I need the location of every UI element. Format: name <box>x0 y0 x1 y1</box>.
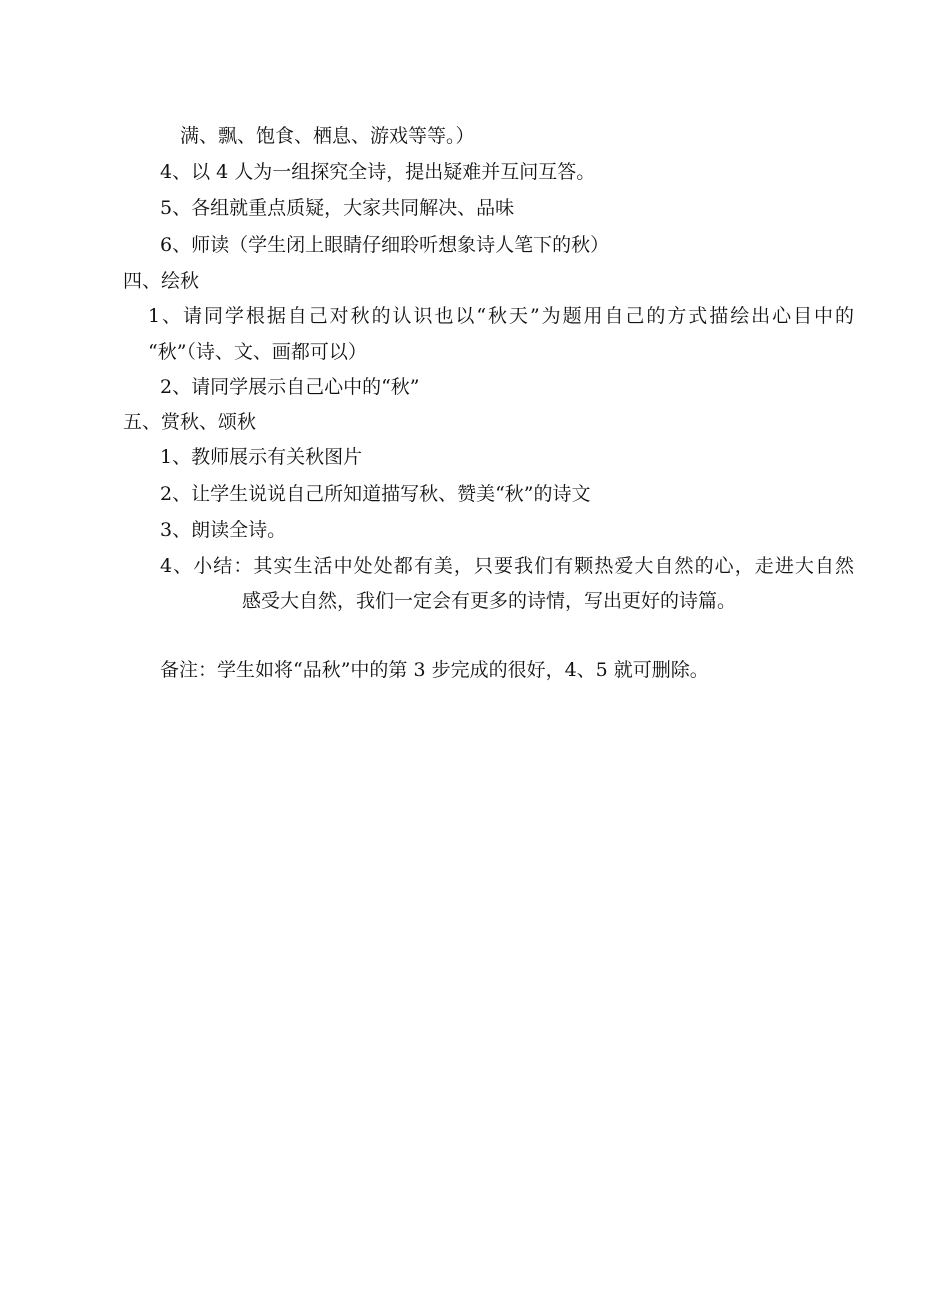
list-item-continuation: 满、飘、饱食、栖息、游戏等等。） <box>180 125 475 147</box>
list-item: 4、小结：其实生活中处处都有美，只要我们有颗热爱大自然的心，走进大自然 <box>160 555 854 577</box>
section-heading: 四、绘秋 <box>123 270 200 292</box>
list-item-continuation: “秋”（诗、文、画都可以） <box>148 341 367 363</box>
list-item: 5、各组就重点质疑，大家共同解决、品味 <box>160 197 515 219</box>
list-item: 4、以 4 人为一组探究全诗，提出疑难并互问互答。 <box>160 161 596 183</box>
note-paragraph: 备注：学生如将“品秋”中的第 3 步完成的很好，4、5 就可删除。 <box>160 659 709 681</box>
list-item: 2、请同学展示自己心中的“秋” <box>160 376 420 398</box>
list-item: 1、请同学根据自己对秋的认识也以“秋天”为题用自己的方式描绘出心目中的 <box>148 305 854 327</box>
list-item: 6、师读（学生闭上眼睛仔细聆听想象诗人笔下的秋） <box>160 234 610 256</box>
list-item: 2、让学生说说自己所知道描写秋、赞美“秋”的诗文 <box>160 483 591 505</box>
list-item: 1、教师展示有关秋图片 <box>160 446 363 468</box>
section-heading: 五、赏秋、颂秋 <box>123 411 257 433</box>
list-item: 3、朗读全诗。 <box>160 519 287 541</box>
list-item-continuation: 感受大自然，我们一定会有更多的诗情，写出更好的诗篇。 <box>242 590 737 612</box>
